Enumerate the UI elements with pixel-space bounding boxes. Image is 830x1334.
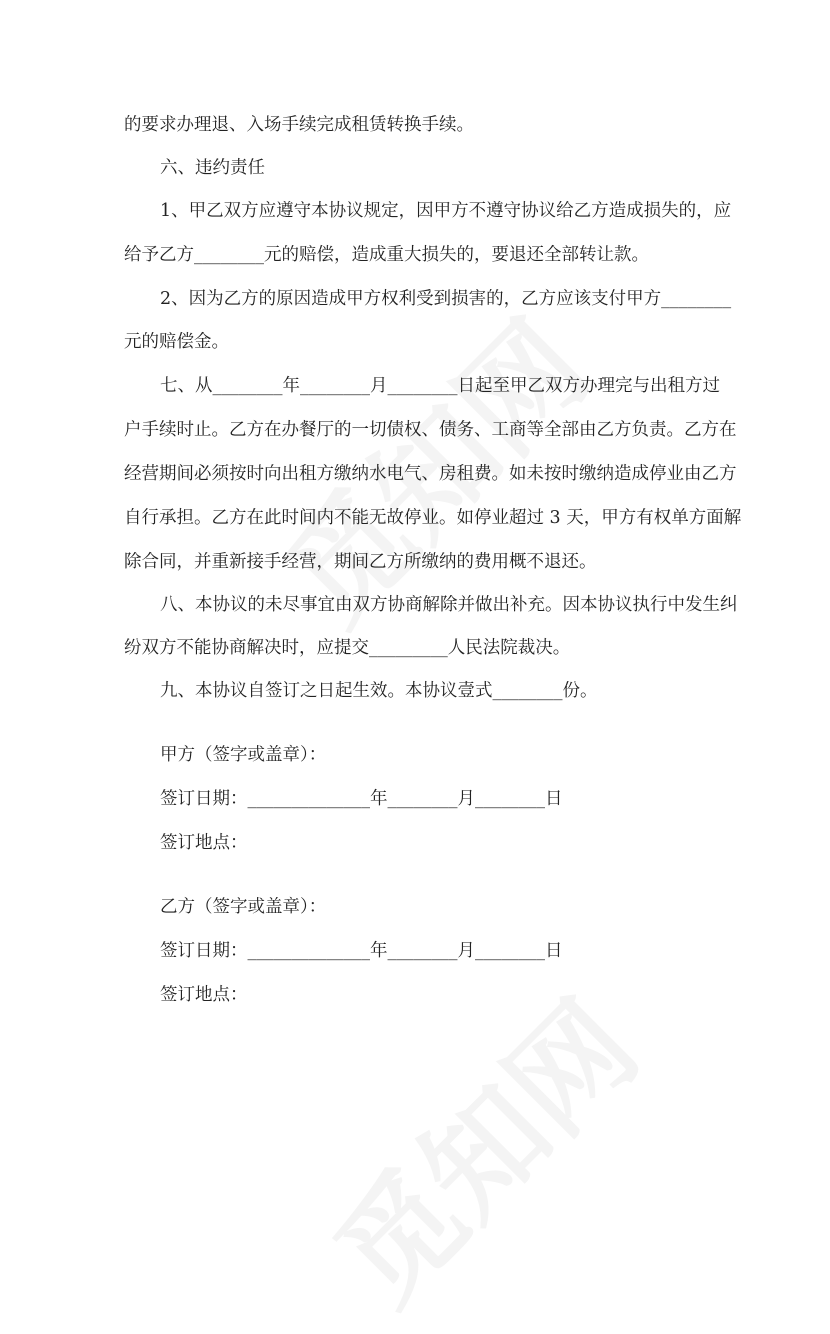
party-a-signature-label: 甲方（签字或盖章）： <box>160 745 327 765</box>
party-b-sign-date: 签订日期：______________年________月________日 <box>160 941 563 961</box>
watermark <box>292 958 668 1334</box>
paragraph-line: 元的赔偿金。 <box>124 332 229 352</box>
party-b-signature-label: 乙方（签字或盖章）： <box>160 897 327 917</box>
section-heading: 六、违约责任 <box>160 158 265 178</box>
paragraph-line: 经营期间必须按时向出租方缴纳水电气、房租费。如未按时缴纳造成停业由乙方 <box>124 464 737 484</box>
paragraph-line: 纷双方不能协商解决时，应提交_________人民法院裁决。 <box>124 638 571 658</box>
paragraph-line: 自行承担。乙方在此时间内不能无故停业。如停业超过 3 天，甲方有权单方面解 <box>124 508 742 528</box>
paragraph-line: 除合同，并重新接手经营，期间乙方所缴纳的费用概不退还。 <box>124 552 597 572</box>
paragraph-line: 九、本协议自签订之日起生效。本协议壹式________份。 <box>160 681 598 701</box>
paragraph-line: 户手续时止。乙方在办餐厅的一切债权、债务、工商等全部由乙方负责。乙方在 <box>124 420 737 440</box>
paragraph-line: 七、从________年________月________日起至甲乙双方办理完与出租方过 <box>160 376 720 396</box>
paragraph-line: 2、因为乙方的原因造成甲方权利受到损害的，乙方应该支付甲方________ <box>160 289 732 309</box>
paragraph-line: 八、本协议的未尽事宜由双方协商解除并做出补充。因本协议执行中发生纠 <box>160 595 738 615</box>
party-a-sign-date: 签订日期：______________年________月________日 <box>160 789 563 809</box>
party-a-sign-place: 签订地点： <box>160 833 248 853</box>
paragraph-line: 的要求办理退、入场手续完成租赁转换手续。 <box>124 115 474 135</box>
paragraph-line: 给予乙方________元的赔偿，造成重大损失的，要退还全部转让款。 <box>124 245 649 265</box>
paragraph-line: 1、甲乙双方应遵守本协议规定，因甲方不遵守协议给乙方造成损失的，应 <box>160 201 732 221</box>
party-b-sign-place: 签订地点： <box>160 985 248 1005</box>
